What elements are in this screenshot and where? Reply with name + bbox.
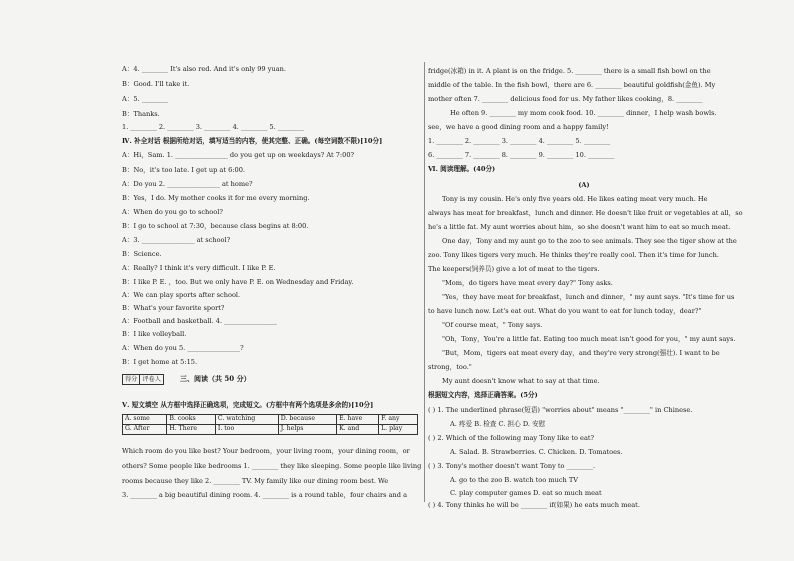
option-cell: K. and (337, 425, 379, 435)
dialog-line: B：I go to school at 7:30，because class begins at 8:00. (122, 222, 309, 230)
option-cell: G. After (123, 425, 167, 435)
dialog-line: A：4. ________ It's also red. And it's only 99 yuan. (122, 65, 286, 73)
dialog-line: B：I like volleyball. (122, 330, 187, 338)
section-title-reading: 三、阅读（共 50 分） (180, 374, 251, 383)
story-line: One day，Tony and my aunt go to the zoo to see animals. They see the tiger show at the (442, 237, 737, 245)
story-line: he's a little fat. My aunt worries about him，so she doesn't want him to eat so much meat. (428, 223, 731, 231)
option-cell: L. play (379, 425, 418, 435)
story-line: strong，too." (428, 363, 472, 371)
story-line: Tony is my cousin. He's only five years old. He likes eating meat very much. He (442, 195, 708, 203)
question-instructions: 根据短文内容，选择正确答案。(5分) (428, 391, 538, 399)
dialog-line: A：5. ________ (122, 95, 169, 103)
grader-label: 评卷人 (142, 376, 161, 383)
option-cell: J. helps (278, 425, 336, 435)
choice-row: C. play computer games D. eat so much meat (450, 489, 602, 497)
passage-line: rooms because they like 2. ________ TV. My family like our dining room best. We (122, 477, 389, 485)
answer-blanks: 6. ________ 7. ________ 8. ________ 9. ________ 10. ________ (428, 151, 615, 159)
column-divider (424, 62, 425, 502)
section-heading-iv: Ⅳ. 补全对话 根据所给对话，填写适当的内容，使其完整、正确。(每空词数不限)[10分] (122, 137, 383, 145)
dialog-line: B：I get home at 5:15. (122, 358, 198, 366)
passage-line: middle of the table. In the fish bowl，there are 6. ________ beautiful goldfish(金鱼). My (428, 81, 716, 89)
story-line: "Oh，Tony，You're a little fat. Eating too much meat isn't good for you，" my aunt says. (442, 335, 736, 343)
passage-line: He often 9. ________ my mom cook food. 10. ________ dinner，I help wash bowls. (450, 109, 717, 117)
passage-line: see，we have a good dining room and a happy family! (428, 123, 609, 131)
score-label: 得分 (123, 375, 140, 384)
passage-line: mother often 7. ________ delicious food for us. My father likes cooking，8. ________ (428, 95, 703, 103)
passage-line: 3. ________ a big beautiful dining room. 4. ________ is a round table，four chairs and a (122, 491, 408, 499)
question: ( ) 1. The underlined phrase(短语) "worries about" means "________" in Chinese. (428, 406, 693, 414)
choice-row: A. 疼爱 B. 检查 C. 担心 D. 安慰 (450, 420, 546, 428)
story-line: "Mom，do tigers have meat every day?" Tony asks. (442, 279, 613, 287)
passage-line: others? Some people like bedrooms 1. ________ they like sleeping. Some people like living (122, 462, 422, 470)
dialog-line: B：I like P. E. ，too. But we only have P. E. on Wednesday and Friday. (122, 278, 354, 286)
passage-label: (A) (578, 181, 590, 189)
section-heading-vi: Ⅵ. 阅读理解。(40分) (428, 165, 496, 173)
dialog-line: B：No，it's too late. I get up at 6:00. (122, 166, 246, 174)
story-line: zoo. Tony likes tigers very much. He thinks they're really cool. Then it's time for lunch. (428, 251, 719, 259)
question: ( ) 2. Which of the following may Tony like to eat? (428, 434, 595, 442)
choice-row: A. Salad. B. Strawberries. C. Chicken. D. Tomatoes. (450, 448, 623, 456)
story-line: My aunt doesn't know what to say at that time. (442, 377, 600, 385)
option-cell: F. any (379, 415, 418, 425)
answer-blanks: 1. ________ 2. ________ 3. ________ 4. ________ 5. ________ (122, 123, 305, 131)
option-cell: A. some (123, 415, 167, 425)
option-cell: I. too (215, 425, 278, 435)
dialog-line: B：Thanks. (122, 110, 160, 118)
passage-line: Which room do you like best? Your bedroom，your living room，your dining room，or (122, 447, 410, 455)
answer-blanks: 1. ________ 2. ________ 3. ________ 4. ________ 5. ________ (428, 137, 611, 145)
dialog-line: B：What's your favorite sport? (122, 304, 225, 312)
choice-row: A. go to the zoo B. watch too much TV (450, 476, 579, 484)
option-cell: D. because (278, 415, 336, 425)
dialog-line: A：We can play sports after school. (122, 291, 241, 299)
passage-line: fridge(冰箱) in it. A plant is on the fridge. 5. ________ there is a small fish bowl on the (428, 67, 711, 75)
options-box (122, 414, 418, 435)
cloze-instructions: Ⅴ. 短文填空 从方框中选择正确选项，完成短文。(方框中有两个选项是多余的)[10分] (122, 401, 374, 409)
dialog-line: A：3. ________________ at school? (122, 236, 231, 244)
option-cell: C. watching (215, 415, 278, 425)
question: ( ) 3. Tony's mother doesn't want Tony to ________. (428, 462, 596, 470)
option-cell: B. cooks (167, 415, 216, 425)
dialog-line: A：Football and basketball. 4. ________________ (122, 317, 277, 325)
story-line: "Yes，they have meat for breakfast，lunch and dinner，" my aunt says. "It's time for us (442, 293, 735, 301)
dialog-line: A：Really? I think it's very difficult. I like P. E. (122, 264, 276, 272)
option-cell: H. There (167, 425, 216, 435)
story-line: "Of course meat，" Tony says. (442, 321, 543, 329)
dialog-line: A：When do you go to school? (122, 208, 223, 216)
dialog-line: B：Science. (122, 250, 162, 258)
option-cell: E. have (337, 415, 379, 425)
dialog-line: A：Do you 2. ________________ at home? (122, 180, 253, 188)
dialog-line: A：Hi，Sam. 1. ________________ do you get up on weekdays? At 7:00? (122, 151, 355, 159)
score-box (122, 374, 164, 385)
question: ( ) 4. Tony thinks he will be ________ if(如果) he eats much meat. (428, 501, 640, 509)
dialog-line: A：When do you 5. ________________? (122, 344, 244, 352)
dialog-line: B：Yes，I do. My mother cooks it for me every morning. (122, 194, 310, 202)
options-row (123, 425, 418, 435)
dialog-line: B：Good. I'll take it. (122, 80, 190, 88)
story-line: to have lunch now. Let's eat out. What do you want to eat for lunch today，dear?" (428, 307, 702, 315)
story-line: The keepers(饲养员) give a lot of meat to the tigers. (428, 265, 600, 273)
options-row (123, 415, 418, 425)
story-line: "But，Mom，tigers eat meat every day，and they're very strong(强壮). I want to be (442, 349, 720, 357)
story-line: always has meat for breakfast，lunch and dinner. He doesn't like fruit or vegetables at all，so (428, 209, 743, 217)
